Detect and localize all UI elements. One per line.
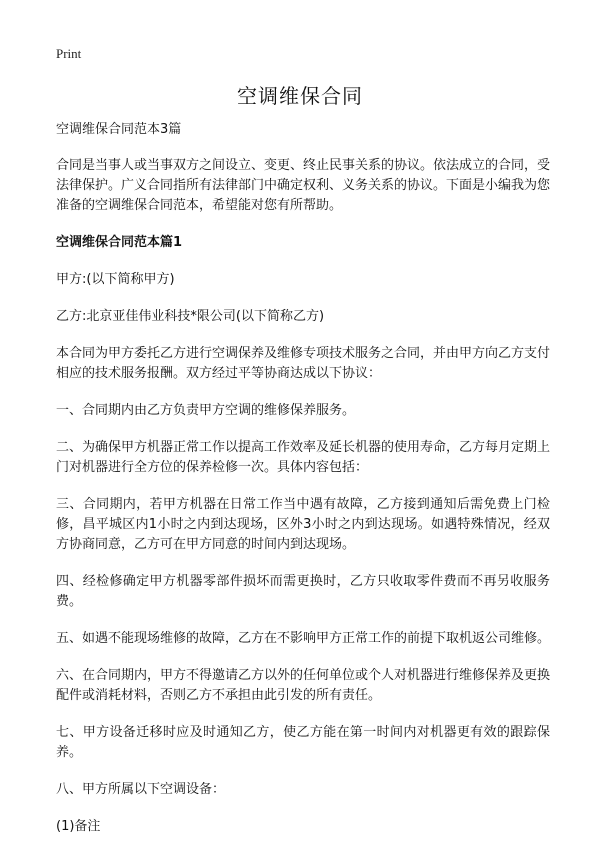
intro-paragraph: 合同是当事人或当事双方之间设立、变更、终止民事关系的协议。依法成立的合同，受法律保护。广义合同指所有法律部门中确定权利、义务关系的协议。下面是小编我为您准备的空调维保合同范本，希望能对您有所帮助。 — [56, 158, 551, 213]
preamble-paragraph: 本合同为甲方委托乙方进行空调保养及维修专项技术服务之合同，并由甲方向乙方支付相应的技术服务报酬。双方经过平等协商达成以下协议： — [56, 346, 551, 381]
section-heading: 空调维保合同范本篇1 — [56, 235, 183, 250]
clause-paragraph: 八、甲方所属以下空调设备： — [56, 782, 226, 797]
note-line: (1)备注 — [56, 819, 101, 834]
clause-paragraph: 七、甲方设备迁移时应及时通知乙方，使乙方能在第一时间内对机器更有效的跟踪保养。 — [56, 725, 550, 760]
clause-paragraph: 一、合同期内由乙方负责甲方空调的维修保养服务。 — [56, 403, 356, 418]
clause-paragraph: 四、经检修确定甲方机器零部件损坏而需更换时，乙方只收取零件费而不再另收服务费。 — [56, 574, 550, 609]
party-a-line: 甲方:(以下简称甲方) — [56, 272, 175, 287]
document-body — [56, 120, 550, 854]
document-title: 空调维保合同 — [237, 84, 363, 108]
party-b-line: 乙方:北京亚佳伟业科技*限公司(以下简称乙方) — [56, 309, 325, 324]
clause-paragraph: 五、如遇不能现场维修的故障，乙方在不影响甲方正常工作的前提下取机返公司维修。 — [56, 631, 551, 646]
clause-paragraph: 二、为确保甲方机器正常工作以提高工作效率及延长机器的使用寿命，乙方每月定期上门对机器进行全方位的保养检修一次。具体内容包括： — [56, 440, 551, 475]
clause-paragraph: 六、在合同期内，甲方不得邀请乙方以外的任何单位或个人对机器进行维修保养及更换配件或消耗材料，否则乙方不承担由此引发的所有责任。 — [56, 668, 551, 703]
document-subtitle: 空调维保合同范本3篇 — [56, 122, 182, 137]
clause-paragraph: 三、合同期内，若甲方机器在日常工作当中遇有故障，乙方接到通知后需免费上门检修，昌平城区内1小时之内到达现场，区外3小时之内到达现场。如遇特殊情况，经双方协商同意，乙方可在甲方同意的时间内到达现场。 — [56, 497, 550, 552]
print-link[interactable]: Print — [56, 46, 82, 61]
